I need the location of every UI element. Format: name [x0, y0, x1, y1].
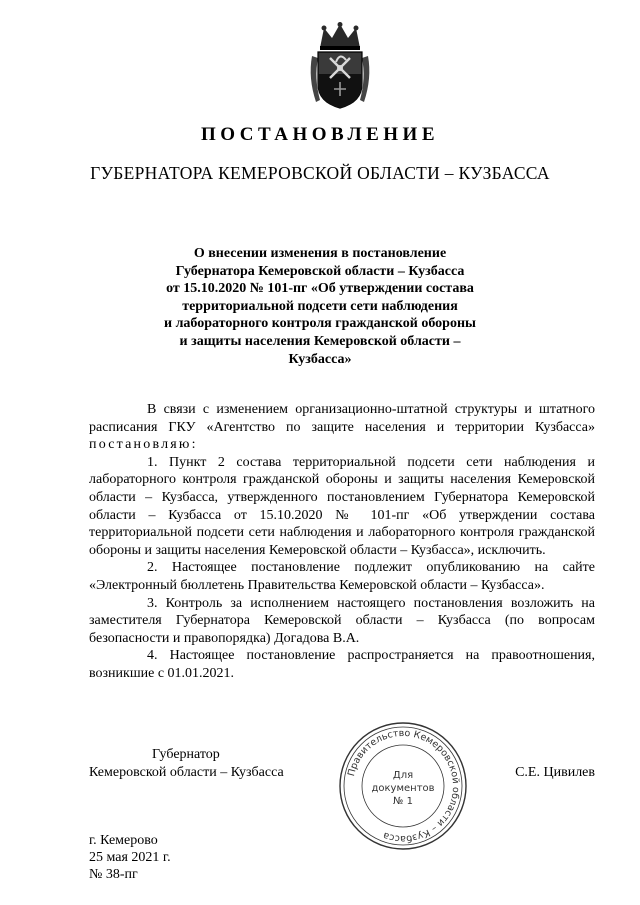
stamp-line-3: № 1: [393, 796, 413, 807]
position-line-2: Кемеровской области – Кузбасса: [89, 765, 284, 780]
preamble-text: В связи с изменением организационно-штатной структуры и штатного расписания ГКУ «Агентство по защите населения и территории Кузбасса»: [89, 402, 595, 435]
kuzbass-coat-of-arms-icon: [306, 22, 374, 110]
title-line: от 15.10.2020 № 101-пг «Об утверждении состава: [166, 281, 474, 297]
title-line: О внесении изменения в постановление: [193, 246, 447, 261]
preamble-paragraph: [89, 401, 595, 454]
stamp-line-2: документов: [371, 783, 435, 794]
item-paragraph-3: 3. Контроль за исполнением настоящего постановления возложить на заместителя Губернатора Кемеровской области – Кузбасса (по вопросам безопасности и правопорядка) Догадова В.А.: [89, 595, 595, 646]
title-line: территориальной подсети сети наблюдения: [182, 298, 458, 314]
official-stamp: [337, 720, 469, 852]
title-line: и лабораторного контроля гражданской обороны: [164, 316, 476, 332]
stamp-line-1: Для: [392, 770, 414, 781]
city: г. Кемерово: [89, 833, 158, 848]
title-line: Губернатора Кемеровской области – Кузбасса: [175, 263, 465, 279]
item-paragraph-4: 4. Настоящее постановление распространяется на правоотношения, возникшие с 01.01.2021.: [89, 648, 595, 681]
document-title: [120, 245, 520, 368]
signatory-position: [89, 746, 284, 782]
decree-word: постановляю: [89, 437, 192, 453]
document-date: 25 мая 2021 г.: [89, 850, 171, 865]
issuer-heading: ГУБЕРНАТОРА КЕМЕРОВСКОЙ ОБЛАСТИ – КУЗБАССА: [90, 163, 550, 183]
title-line: и защиты населения Кемеровской области –: [179, 333, 461, 349]
position-line-1: Губернатор: [152, 747, 220, 762]
stamp-ring-text: Правительство Кемеровской области – Кузбасса: [346, 727, 462, 845]
decree-colon: :: [191, 437, 196, 453]
item-paragraph-2: 2. Настоящее постановление подлежит опубликованию на сайте «Электронный бюллетень Правительства Кемеровской области – Кузбасса».: [89, 560, 595, 593]
title-line: Кузбасса»: [288, 351, 352, 367]
signatory-name: С.Е. Цивилев: [515, 765, 595, 780]
document-number: № 38-пг: [89, 867, 138, 882]
document-type-heading: ПОСТАНОВЛЕНИЕ: [200, 124, 440, 145]
document-body: [89, 401, 595, 683]
item-paragraph-1: 1. Пункт 2 состава территориальной подсети сети наблюдения и лабораторного контроля гражданской обороны и защиты населения Кемеровской области – Кузбасса, утвержденного постановлением Губернатора Кемеровской области – Кузбасса от 15.10.2020 № 101-пг «Об утверждении состава территориальной подсети сети наблюдения и лабораторного контроля гражданской обороны и защиты населения Кемеровской области – Кузбасса», исключить.: [89, 454, 595, 558]
document-footer: [89, 832, 171, 883]
